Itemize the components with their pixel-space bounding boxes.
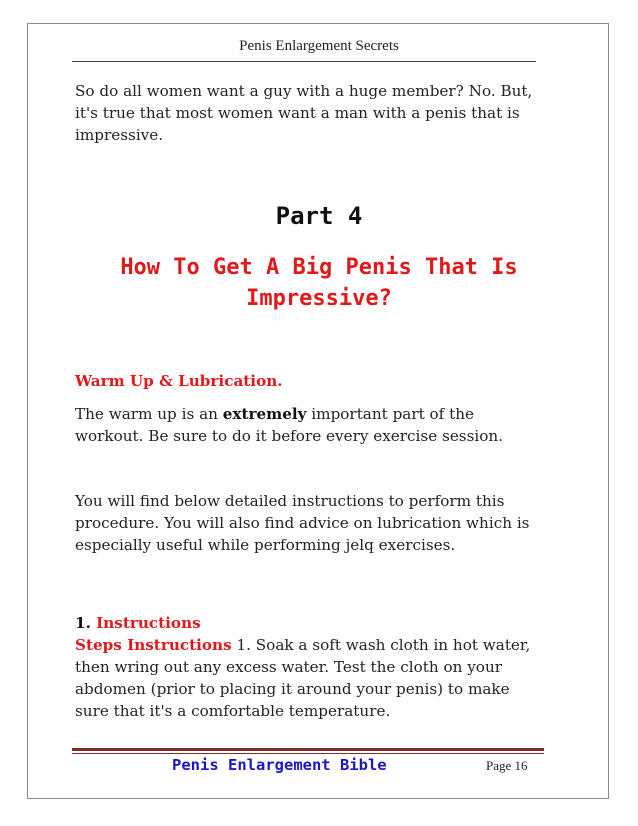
footer-title: Penis Enlargement Bible [172, 756, 387, 774]
warmup-text-after: important part of the workout. Be sure to do it before every exercise session. [75, 405, 504, 445]
warmup-heading: Warm Up & Lubrication. [75, 372, 283, 390]
intro-paragraph: So do all women want a guy with a huge member? No. But, it's true that most women want a man with a penis that is impressive. [75, 82, 533, 144]
header-rule [72, 61, 536, 62]
chapter-title: How To Get A Big Penis That Is Impressive? [120, 255, 518, 311]
instructions-intro-paragraph: You will find below detailed instructions to perform this procedure. You will also find advice on lubrication which is especially useful while performing jelq exercises. [75, 492, 530, 554]
warmup-paragraph [75, 403, 545, 447]
footer-rule-thick [72, 748, 544, 751]
part-title: Part 4 [275, 202, 363, 230]
warmup-text-before: The warm up is an [75, 405, 223, 423]
section1-number: 1. [75, 614, 91, 632]
footer-rule-thin [72, 753, 544, 754]
steps-text: 1. Soak a soft wash cloth in hot water, then wring out any excess water. Test the cloth on your abdomen (prior to placing it around your penis) to make sure that it's a comfortable temperature. [75, 636, 531, 720]
section1-block [75, 612, 545, 722]
warmup-emphasis: extremely [222, 405, 307, 423]
steps-label: Steps Instructions [75, 636, 232, 654]
running-header: Penis Enlargement Secrets [239, 38, 399, 54]
page-number: Page 16 [486, 758, 528, 773]
section1-heading: Instructions [90, 614, 201, 632]
